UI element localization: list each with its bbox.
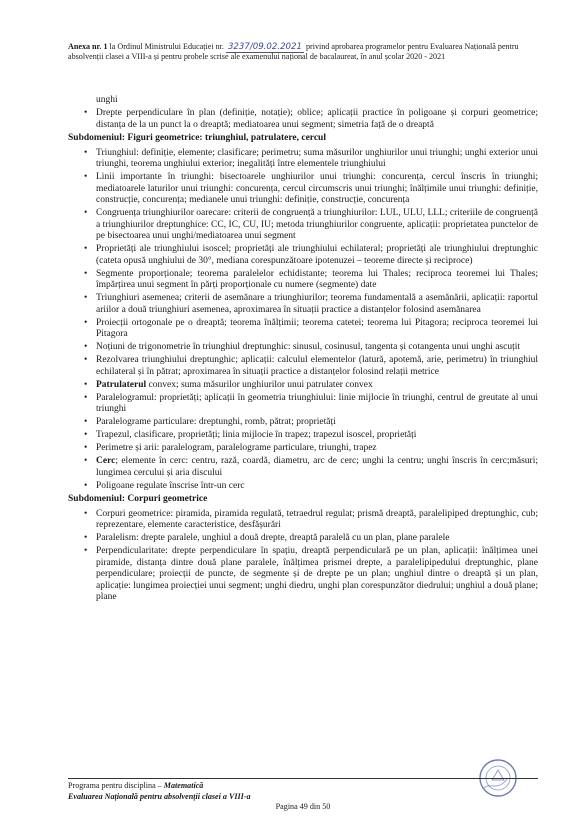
list-e	[68, 509, 538, 604]
list-item: • Paralelism: drepte paralele, unghiul a două drepte, dreaptă paralelă cu un plan, plane paralele	[68, 533, 538, 545]
cerc-rest: ; elemente în cerc: centru, rază, coardă, diametru, arc de cerc; unghi la centru; unghi înscris în cerc;măsuri; lungimea cercului și aria discului	[96, 456, 538, 478]
subdomain-figuri-geometrice: Subdomeniul: Figuri geometrice: triunghiul, patrulatere, cercul	[68, 133, 326, 143]
list-item: • Triunghiul: definiție, elemente; clasificare; perimetru; suma măsurilor unghiurilor unui triunghi; unghi exterior unui triunghi, teorema unghiului exterior; inegalități între elementele triunghiului	[68, 148, 538, 171]
list-item: • Drepte perpendiculare în plan (definiție, notație); oblice; aplicații practice în poligoane și corpuri geometrice; distanța de la un punct la o dreaptă; mediatoarea unui segment; simetria față de o dreaptă	[68, 108, 538, 131]
annex-label: Anexa nr. 1	[68, 42, 108, 51]
list-item: • Congruența triunghiurilor oarecare: criterii de congruență a triunghiurilor: LUL, ULU, LLL; criteriile de congruență a triunghiurilor dreptunghice: CC, IC, CU, IU; metoda triunghiurilor congruente, aplicații: proprietatea punctelor de pe bisectoarea unui unghi/mediatoarea unui segment	[68, 208, 538, 243]
list-item: • Paralelogramul: proprietăți; aplicații în geometria triunghiului: linie mijlocie în triunghi, centrul de greutate al unui triunghi	[68, 393, 538, 416]
patrulater-rest: convex; suma măsurilor unghiurilor unui patrulater convex	[146, 379, 373, 390]
list-item: • Paralelograme particulare: dreptunghi, romb, pătrat; proprietăți	[68, 417, 538, 429]
footer-divider	[68, 778, 538, 779]
list-item: • Segmente proporționale; teorema paralelelor echidistante; teorema lui Thales; reciproca teoremei lui Thales; împărțirea unui segment în părți proporționale cu numere (segmente) date	[68, 269, 538, 292]
page-number: Pagina 49 din 50	[275, 802, 331, 811]
footer-line-1	[68, 781, 538, 792]
list-item: • Poligoane regulate înscrise într-un cerc	[68, 481, 538, 493]
list-item-cerc	[68, 456, 538, 479]
list-item: • Proiecții ortogonale pe o dreaptă; teorema înălțimii; teorema catetei; teorema lui Pitagora; reciproca teoremei lui Pitagora	[68, 318, 538, 341]
list-item: • Rezolvarea triunghiului dreptunghic; aplicații: calculul elementelor (latură, apotemă, arie, perimetru) în triunghiul echilateral și în pătrat; aproximarea în situații practice a distanțelor folosind relații metrice	[68, 355, 538, 378]
page-footer	[68, 778, 538, 813]
list-item: • Perimetre și arii: paralelogram, paralelograme particulare, triunghi, trapez	[68, 443, 538, 455]
list-item: • Trapezul, clasificare, proprietăți; linia mijlocie în trapez; trapezul isoscel, proprietăți	[68, 430, 538, 442]
list-c	[68, 393, 538, 455]
footer-prefix: Programa pentru disciplina –	[68, 781, 164, 790]
list-b	[68, 148, 538, 379]
footer-line-2	[68, 792, 538, 803]
list-item: • Linii importante în triunghi: bisectoarele unghiurilor unui triunghi: concurența, cercul înscris în triunghi; mediatoarele laturilor unui triunghi: concurența, cercul circumscris unui triunghi; înălțimile unui triunghi: definiție, construcție, concurența; medianele unui triunghi: definiție, construcție, concurența	[68, 172, 538, 207]
list-a	[68, 108, 538, 131]
cerc-bold: Cerc	[96, 456, 116, 466]
continuation-text: unghi	[96, 95, 118, 105]
list-d	[68, 481, 538, 493]
header-text-2: privind aprobarea programelor pentru Evaluarea Națională pentru absolvenții clasei a VIII-a și pentru probele scrise ale examenului național de bacalaureat, în anul școlar 2020 - 2021	[68, 42, 519, 62]
list-item: • Perpendicularitate: drepte perpendiculare în spațiu, dreaptă perpendiculară pe un plan, aplicații: înălțimea unei piramide, distanța dintre două plane paralele, înălțimea prismei drepte, a paralelipipedului dreptunghic, plane perpendiculare; proiecții de puncte, de segmente și de drepte pe un plan; unghiul dintre o dreaptă și un plan, aplicație: lungimea proiecției unui segment; unghi diedru, unghi plan corespunzător diedrului; unghiul a două plane; plane	[68, 546, 538, 604]
subdomain-corpuri-geometrice: Subdomeniul: Corpuri geometrice	[68, 494, 208, 504]
page-header	[68, 42, 538, 63]
list-item: • Triunghiuri asemenea; criterii de asemănare a triunghiurilor; teorema fundamentală a asemănării, aplicații: raportul ariilor a două triunghiuri asemenea, aproximarea în situații practice a distanțelor folosind asemănarea	[68, 293, 538, 316]
header-text-1: la Ordinul Ministrului Educației nr.	[107, 42, 226, 51]
footer-exam: Evaluarea Națională pentru absolvenții clasei a VIII-a	[68, 791, 251, 801]
list-item: • Noțiuni de trigonometrie în triunghiul dreptunghic: sinusul, cosinusul, tangenta și cotangenta unui unghi ascuțit	[68, 342, 538, 354]
list-item: • Proprietăți ale triunghiului isoscel; proprietăți ale triunghiului echilateral; proprietăți ale triunghiului dreptunghic (cateta opusă unghiului de 30°, mediana corespunzătoare ipotenuzei – teoreme directe și reciproce)	[68, 244, 538, 267]
page-content	[68, 95, 538, 605]
footer-subject: Matematică	[163, 781, 204, 790]
list-item-patrulater	[68, 380, 538, 392]
order-number: 3237/09.02.2021	[227, 42, 302, 52]
patrulater-bold: Patrulaterul	[96, 379, 147, 390]
list-item: • Corpuri geometrice: piramida, piramida regulată, tetraedrul regulat; prismă dreaptă, paralelipiped dreptunghic, cub; reprezentare, elemente caracteristice, desfășurări	[68, 509, 538, 532]
